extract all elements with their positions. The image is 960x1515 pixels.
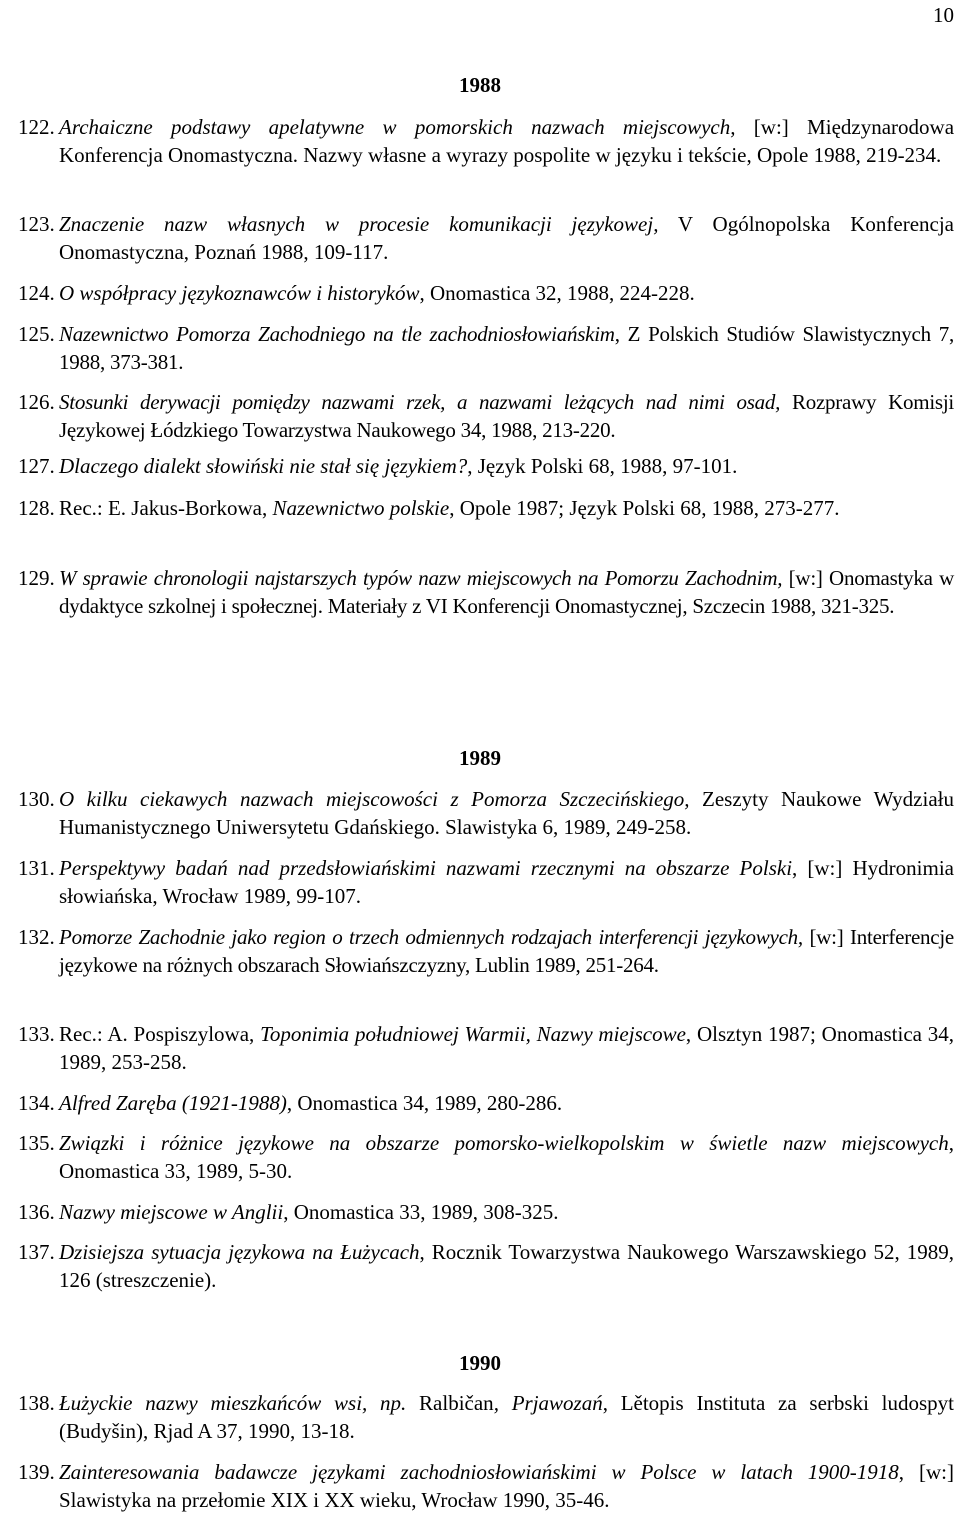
entry-text xyxy=(59,321,954,376)
entry-number: 123. xyxy=(18,212,55,236)
entry-number: 138. xyxy=(18,1391,55,1415)
entry-number: 137. xyxy=(18,1240,55,1264)
bibliography-entry xyxy=(18,1021,954,1076)
bibliography-entry xyxy=(18,1390,954,1445)
bibliography-entry xyxy=(18,280,954,308)
entry-number: 125. xyxy=(18,322,55,346)
entry-text xyxy=(59,1459,954,1514)
entry-source: , Onomastica 33, 1989, 308-325. xyxy=(283,1200,559,1224)
bibliography-entry xyxy=(18,565,954,620)
entry-text xyxy=(59,1090,954,1118)
entry-text xyxy=(59,1021,954,1076)
entry-number: 126. xyxy=(18,390,55,414)
entry-text xyxy=(59,1390,954,1445)
entry-text xyxy=(59,280,954,308)
entry-title: Nazewnictwo polskie xyxy=(272,496,450,520)
entry-text xyxy=(59,1199,954,1227)
bibliography-entry xyxy=(18,855,954,910)
entry-title: Perspektywy badań nad przedsłowiańskimi nazwami rzecznymi na obszarze Polski xyxy=(59,856,793,880)
entry-title: O kilku ciekawych nazwach miejscowości z Pomorza Szczecińskiego, xyxy=(59,787,690,811)
entry-text xyxy=(59,1130,954,1185)
entry-text xyxy=(59,786,954,841)
entry-title: Stosunki derywacji pomiędzy nazwami rzek, a nazwami leżących nad nimi osad, xyxy=(59,390,781,414)
entry-source: V Ogólnopolska Konferencja Onomastyczna, Poznań 1988, 109-117. xyxy=(59,212,954,264)
entry-title: Nazewnictwo Pomorza Zachodniego na tle zachodniosłowiańskim xyxy=(59,322,615,346)
section-year-heading: 1989 xyxy=(459,746,501,770)
entry-prefix: Rec.: E. Jakus-Borkowa, xyxy=(59,496,273,520)
bibliography-entry xyxy=(18,1239,954,1294)
entry-number: 128. xyxy=(18,496,55,520)
bibliography-entry xyxy=(18,1199,954,1227)
entry-source: Zeszyty Naukowe Wydziału Humanistycznego Uniwersytetu Gdańskiego. Slawistyka 6, 1989, 249-258. xyxy=(59,787,954,839)
entry-title: Archaiczne podstawy apelatywne w pomorskich nazwach miejscowych, xyxy=(59,115,736,139)
entry-text xyxy=(59,565,954,620)
entry-source: , Olsztyn 1987; Onomastica 34, 1989, 253-258. xyxy=(59,1022,954,1074)
bibliography-entry xyxy=(18,321,954,376)
bibliography-entry xyxy=(18,1130,954,1185)
entry-title: O współpracy językoznawców i historyków xyxy=(59,281,420,305)
entry-source: , Język Polski 68, 1988, 97-101. xyxy=(467,454,738,478)
entry-number: 124. xyxy=(18,281,55,305)
entry-title-name: Ralbičan xyxy=(419,1391,494,1415)
entry-text xyxy=(59,855,954,910)
bibliography-entry xyxy=(18,786,954,841)
entry-title: Zainteresowania badawcze językami zachodniosłowiańskimi w Polsce w latach 1900-1918 xyxy=(59,1460,899,1484)
entry-number: 135. xyxy=(18,1131,55,1155)
entry-title: Alfred Zaręba (1921-1988) xyxy=(59,1091,287,1115)
bibliography-entry xyxy=(18,1090,954,1118)
entry-title: Dzisiejsza sytuacja językowa na Łużycach xyxy=(59,1240,420,1264)
entry-title: Związki i różnice językowe na obszarze pomorsko-wielkopolskim w świetle nazw miejscowych xyxy=(59,1131,949,1155)
entry-prefix: Rec.: A. Pospiszylowa, xyxy=(59,1022,261,1046)
entry-number: 136. xyxy=(18,1200,55,1224)
entry-number: 129. xyxy=(18,566,55,590)
entry-source: , [w:] Slawistyka na przełomie XIX i XX wieku, Wrocław 1990, 35-46. xyxy=(59,1460,954,1512)
entry-text xyxy=(59,495,954,523)
entry-text xyxy=(59,211,954,266)
bibliography-entry xyxy=(18,114,954,169)
entry-text xyxy=(59,1239,954,1294)
bibliography-entry xyxy=(18,389,954,444)
entry-source: [w:] Interferencje językowe na różnych obszarach Słowiańszczyzny, Lublin 1989, 251-264. xyxy=(59,925,954,977)
entry-title: Toponimia południowej Warmii, Nazwy miejscowe xyxy=(260,1022,686,1046)
entry-number: 139. xyxy=(18,1460,55,1484)
entry-source: , Onomastica 33, 1989, 5-30. xyxy=(59,1131,954,1183)
entry-separator: , xyxy=(493,1391,512,1415)
entry-title: Pomorze Zachodnie jako region o trzech odmiennych rodzajach interferencji językowych, xyxy=(59,925,803,949)
entry-number: 127. xyxy=(18,454,55,478)
entry-title: Znaczenie nazw własnych w procesie komunikacji językowej, xyxy=(59,212,659,236)
entry-text xyxy=(59,389,954,444)
entry-number: 131. xyxy=(18,856,55,880)
entry-source: , [w:] Hydronimia słowiańska, Wrocław 1989, 99-107. xyxy=(59,856,954,908)
entry-title: Łużyckie nazwy mieszkańców wsi, np. xyxy=(59,1391,420,1415)
entry-source: , Opole 1987; Język Polski 68, 1988, 273-277. xyxy=(449,496,840,520)
bibliography-entry xyxy=(18,453,954,481)
bibliography-entry xyxy=(18,495,954,523)
entry-source: , Z Polskich Studiów Slawistycznych 7, 1988, 373-381. xyxy=(59,322,954,374)
bibliography-entry xyxy=(18,1459,954,1514)
entry-text xyxy=(59,924,954,979)
entry-title: Nazwy miejscowe w Anglii xyxy=(59,1200,284,1224)
entry-text xyxy=(59,453,954,481)
section-year-heading: 1990 xyxy=(459,1351,501,1375)
entry-title-name: Prjawozań xyxy=(511,1391,603,1415)
entry-source: [w:] Międzynarodowa Konferencja Onomastyczna. Nazwy własne a wyrazy pospolite w języku i tekście, Opole 1988, 219-234. xyxy=(59,115,955,167)
entry-number: 130. xyxy=(18,787,55,811)
entry-source: , Onomastica 32, 1988, 224-228. xyxy=(419,281,695,305)
bibliography-entry xyxy=(18,211,954,266)
section-year-heading: 1988 xyxy=(459,73,501,97)
entry-source: , Lětopis Instituta za serbski ludospyt (Budyšin), Rjad A 37, 1990, 13-18. xyxy=(59,1391,954,1443)
entry-source: , Rocznik Towarzystwa Naukowego Warszawskiego 52, 1989, 126 (streszczenie). xyxy=(59,1240,954,1292)
page-number: 10 xyxy=(933,3,954,27)
bibliography-entry xyxy=(18,924,954,979)
entry-source: , Onomastica 34, 1989, 280-286. xyxy=(286,1091,563,1115)
entry-number: 133. xyxy=(18,1022,55,1046)
entry-number: 134. xyxy=(18,1091,55,1115)
entry-number: 122. xyxy=(18,115,55,139)
entry-number: 132. xyxy=(18,925,55,949)
entry-source: [w:] Onomastyka w dydaktyce szkolnej i społecznej. Materiały z VI Konferencji Onomastycznej, Szczecin 1988, 321-325. xyxy=(59,566,954,618)
entry-source: Rozprawy Komisji Językowej Łódzkiego Towarzystwa Naukowego 34, 1988, 213-220. xyxy=(59,390,955,442)
entry-title: W sprawie chronologii najstarszych typów nazw miejscowych na Pomorzu Zachodnim, xyxy=(59,566,783,590)
entry-text xyxy=(59,114,954,169)
entry-title: Dlaczego dialekt słowiński nie stał się językiem? xyxy=(59,454,468,478)
